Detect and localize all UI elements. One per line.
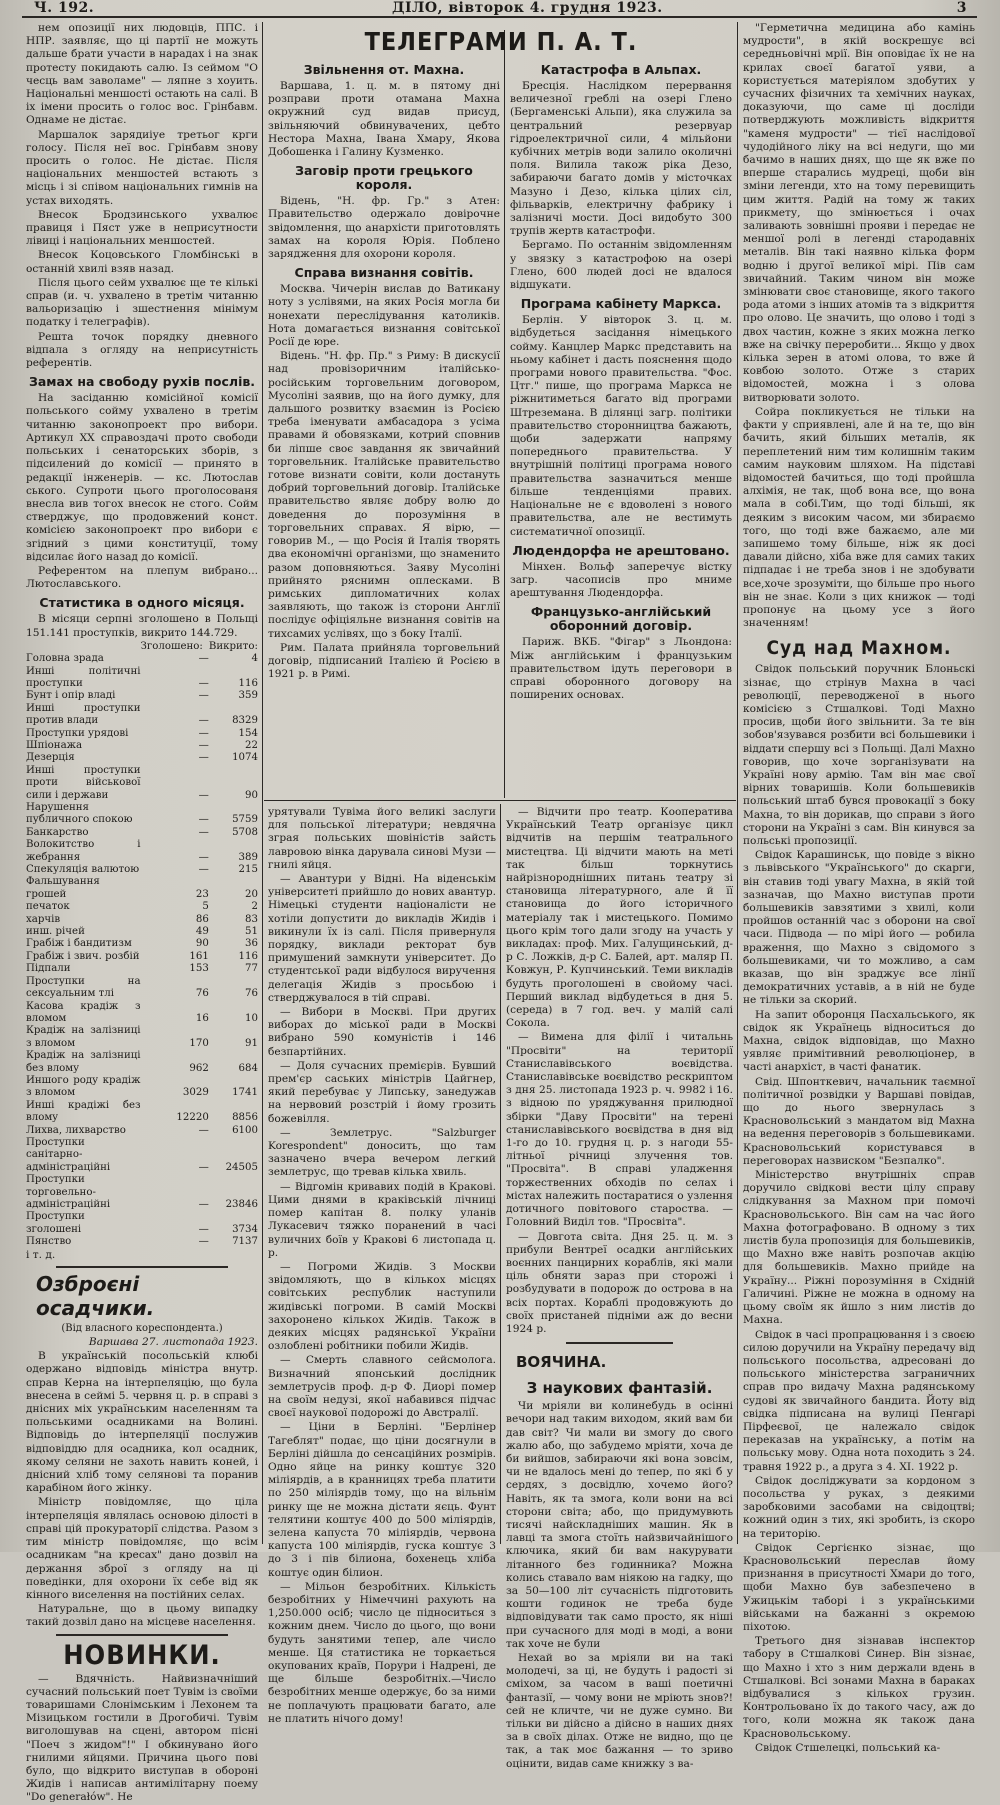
news-item: — Вибори в Москві. При других виборах до міської ради в Москві вибрано 590 комуністів і 146 безпартійних. (268, 1006, 496, 1058)
article-paragraph: Свідок польський поручник Блоньскі зізнає, що стрінув Махна в часі революції, переводженої в нього комісією з Стшалкові. Тоді Махно просив, щоби його звільнити. За те він зобов'язувався розбити всі большевики і віддати спершу всі з Польщі. Далі Махно говорив, що хоче зорганізувати на Україні нову армію. Там він має свої вірних товаришів. Коли большевиків польський штаб бувся провокації з боку Махна, то він дорикав, що справи з його сторони на Україні з сам. Він кинувся за польські пропозиції. (743, 663, 975, 847)
stat-label: Проступки на сексуальним тлі (26, 975, 141, 1000)
article-paragraph: Свідок досліджувати за кордоном з посольства у руках, з деякими заробковими засобами на свідоцтві; кожний один з тих, які зробить, із скоро на територію. (743, 1474, 975, 1540)
article-paragraph: Маршалок зарядиіуе третьог крги голосу. Після неї вос. Грінбавм знову просить о голос. Не дістає. Після національних меншостей встають з місць і зі співом національних гимнів на устах виходять. (26, 128, 258, 207)
news-item: — Ціни в Берліні. "Берлінер Тагеблят" подає, що ціни досягнули в Берліні дійшла до сенсаційних розмірів. Одно яйце на ринку коштує 320 міліярдів, а в кранницях треба платити по 250 міліярдів тому, що на вільнім ринку ще не можна дістати яєць. Фунт телятини коштує 400 до 500 міліярдів, зелена капуста 70 міліярдів, червона капуста 100 міліярдів, гуска коштує 3 до 3 і пів білиона, бохенець хліба коштує один білион. (268, 1421, 496, 1579)
article-paragraph: Бресція. Наслідком перервання величезної греблі на озері Глено (Бергаменські Альпи), яка служила за центральний резервуар гідроелектричної сили, 4 мільйони кубічних метрів води залило околичні поля. Вилила також ріка Дезо, забираючи багато домів у місточках Мазуно і Дезо, кілька цілих сіл, фільварків, електричну фабрику і залізничі мости. Досі видобуто 300 трупів жертв катастрофи. (510, 80, 732, 238)
stat-reported: — (198, 715, 209, 727)
stat-detected: 684 (238, 1062, 258, 1074)
news-item: — Мільон безробітних. Кількість безробітних у Німеччині рахують на 1,250.000 осіб; число це підноситься з кожним днем. Число до цього, що вони будуть занятими тепер, але число менше. Ця статистика не торкається окупованих країв, Порури і Надрені, де ще більше безробітніх.—Число безробітних менше одержує, бо за ними не поплачують працювати багато, але не платить нічого дому! (268, 1580, 496, 1725)
news-item: — Доля сучасних премієрів. Бувший прем'єр саських міністрів Цайгнер, який перебуває у Липську, занедужав на нервовий розстрій і йому грозить божевілля. (268, 1059, 496, 1125)
table-row (26, 827, 258, 839)
stat-reported: — (198, 690, 209, 702)
news-item: — Авантури у Відні. На віденськім університеті прийшло до нових авантур. Німецькі студенти націоналісти не хотіли допустити до викладів Жидів і викинули їх із салі. Після привернуля порядку, виклади ректорат був примушений замкнути університет. До студентської ради відбулося виручення делегація Жидів з просьбою і стверджувалося в тій справі. (268, 873, 496, 1004)
news-item: урятували Тувіма його великі заслуги для польської літератури; невдячна зграя польських шовіністів зайсть лавровою вінка дарувала синові Музи — гнилі яйця. (268, 806, 496, 871)
table-row (26, 1236, 258, 1248)
section-rule (264, 800, 736, 801)
stat-label: Бунт і опір владі (26, 690, 116, 702)
stats-end: і т. д. (26, 1248, 56, 1261)
article-paragraph: Свідок Стшелецкі, польський ка- (755, 1741, 941, 1754)
table-row (26, 1001, 258, 1026)
stat-detected: 5759 (232, 814, 258, 826)
stat-detected: 51 (245, 926, 258, 938)
news-item: — Землетрус. "Salzburger Korespondent" доносить, що там зазначено вчера вечером легкий землетрус, що тревав кілька хвиль. (268, 1126, 496, 1179)
table-row (26, 914, 258, 926)
stat-reported: — (198, 851, 209, 863)
stat-detected: 116 (238, 950, 258, 962)
section-separator (56, 1634, 228, 1636)
table-row (26, 976, 258, 1001)
newspaper-title-date: ДІЛО, вівторок 4. грудня 1923. (392, 0, 663, 16)
stat-detected: 116 (238, 677, 258, 689)
stat-detected: 4 (251, 653, 258, 665)
stat-label: Проступки урядові (26, 727, 129, 739)
table-row (26, 1025, 258, 1050)
article-paragraph: Москва. Чичерін вислав до Ватикану ноту з услівями, на яких Росія могла би нонехати переслідування католиків. Нота домагається визнання совітської Росії де юре. (268, 283, 500, 349)
stat-detected: 389 (238, 851, 258, 863)
news-item: — Вимена для філії і читальнь "Просвіти" на території Станиславівського воєвідства. Станиславівське воєвідство рескриптом з дня 25. листопада 1923 р. ч. 9982 і 16. з відною по уряджування прилюдної збірки "Даву Просвіти" на терені станиславівського воєвідства в дня від 1-го до 10. грудня ц. р. з нагоди 55-літньої річниці злучення тов. "Просвіта". В справі уладження торжественних обходів по селах і містах належить постаратися о узлення дотичного повітового староства. — Головний Виділ тов. "Просвіта". (506, 1031, 733, 1229)
article-paragraph: Міністр повідомляє, що ціла інтерпеляція являлась основою ділості в справі цій прокураторії слідства. Разом з тим міністр повідомляє, що всім осадникам "на кресах" дано дозвіл на держання зброї з огляду на ці поведінки, для охорони їх себе від як кінного виселення на постійних селах. (26, 1496, 258, 1601)
stat-detected: 23846 (225, 1199, 258, 1211)
issue-number: Ч. 192. (34, 0, 95, 16)
stat-detected: 6100 (232, 1124, 258, 1136)
stat-reported: 5 (202, 901, 209, 913)
article-paragraph: На запит оборонця Пасхальського, як свідок як Українець відноситься до Махна, свідок відповідав, що Махно уявляє примітивний революціонер, в часті анархіст, в часті фанатик. (743, 1008, 975, 1074)
stat-reported: — (198, 789, 209, 801)
stat-reported: 23 (195, 888, 209, 900)
section-separator (566, 1342, 673, 1344)
stat-detected: 2 (251, 901, 258, 913)
section-separator (56, 1266, 228, 1268)
headline-fantasies: З наукових фантазій. (526, 1379, 713, 1398)
column-rule (737, 22, 738, 1544)
article-paragraph: Внесок Коцовського Гломбінські в останній хвилі взяв назад. (26, 249, 258, 275)
stat-detected: 10 (245, 1012, 258, 1024)
stat-label: Пянство (26, 1236, 72, 1248)
stat-reported: — (198, 739, 209, 751)
stat-reported: — (198, 1161, 209, 1173)
article-paragraph: Свідок Сергієнко зізнає, що Красновольський переслав йому признання в присутності Хмари до того, щоби Махно був забезпечено в Ужицькім таборі і з українськими військами на бажанні з окремою піхотою. (743, 1541, 975, 1633)
headline-osadnyky: Озброєні осадчики. (36, 1271, 155, 1320)
article-paragraph: Рим. Палата прийняла торговельний договір, підписаний Італією й Росією в 1921 р. в Римі. (268, 641, 500, 681)
headline-marx: Програма кабінету Маркса. (520, 296, 722, 312)
column-rule (504, 30, 505, 798)
table-row (26, 802, 258, 827)
stat-reported: 12220 (176, 1112, 209, 1124)
article-paragraph: нем опозиції них людовців, ППС. і НПР. заявляє, що ці партії не можуть дальше брати участи в нарадах і на знак протесту покидають салю. Із сеймом "О чесць вам заволаме" — ляпне з хоуить. Національні меншості остають на салі. В іх імени просить о голос вос. Грінбавм. Однаме не дістає. (26, 22, 258, 127)
news-item: — Смерть славного сейсмолога. Визначний японський дослідник землетрусів проф. д-р Ф. Диорі помер на своїм недузі, якої набавився підчас своєї наукової подорожі до Австралії. (268, 1354, 496, 1420)
table-row (26, 951, 258, 963)
stat-reported: 86 (195, 913, 209, 925)
stat-label: Головна зрада (26, 653, 104, 665)
stat-reported: — (198, 826, 209, 838)
table-row (26, 728, 258, 740)
stat-label: Фальшування грошей (26, 876, 100, 900)
headline-statistics: Статистика в одного місяця. (39, 595, 245, 611)
table-row (26, 1075, 258, 1100)
table-row (26, 1050, 258, 1075)
table-row (26, 839, 258, 864)
header-detected: Викрито: (208, 640, 258, 652)
article-paragraph: Відень, "Н. фр. Гр." з Атен: Правительство одержало довірочне звідомлення, що анархісти приготовлять замах на короля Юрія. Поблено зарядження для охорони короля. (268, 195, 500, 261)
stat-label: Инші проступки проти військової сили і держави (26, 764, 141, 801)
news-item: — Погроми Жидів. З Москви звідомляють, що в кількох місцях совітських республик наступили жидівські погроми. В самій Москві захоронено кількох Жидів. Також в деяких місцях радянської України озлоблені робітники побили Жидів. (268, 1260, 496, 1353)
column-1 (26, 22, 258, 1804)
article-paragraph: Відень. "Н. фр. Пр." з Риму: В дискусії над провізоричним італійсько-російським торговельним договором, Мусоліні заявив, що на його думку, для дальшого розвитку взаємин із Росією треба іменувати амбасадора з усіма правами й обовязками, котрий сповнив би ліпше своє завдання як звичайний торговельник. Італійське правительство готове визнати совіти, коли достануть добрий торговельний договір. Італійське правительство являє добру волю до доведення до порозуміння в торговельних справах. Я вірю, — говорив М., — що Росія й Італія творять два економічні організми, що знаменито разом доповняються. Заяву Мусоліні прийнято ряснимн оплесками. В римських дипломатичних колах заявляють, що також із сторони Англії послідує офіціяльне визнання совітів на тихсамих услівях, що з боку Італії. (268, 350, 500, 640)
headline-voychyna: ВОЯЧИНА. (516, 1353, 607, 1372)
stat-reported: — (198, 677, 209, 689)
article-paragraph: В українській посольській клюбі одержано відповідь міністра внутр. справ Керна на інтерпеляцію, що була внесена в сеймі 5. червня ц. р. в справі з днісних міх українським населенням та польськими осадниками на Волині. Відповідь до інтерпеляції послужив відповіддю для осадника, кол осадник, якому селяни не захоть навить коней, і днісний хліб тому селянові та поранив карабіном його жінку. (26, 1350, 258, 1495)
article-paragraph: Чи мріяли ви колинебудь в осінні вечори над таким виходом, який вам би дав світ? Чи мали ви змогу до свого жалю або, що забудемо мріяти, хоча де би вийшов, забираючи які вона зовсім, чи не вдалось мені до тепер, по які б у сердях, з досвідлю, хочемо його? Навіть, як та змога, коли вони на всі сторони світа; або, що придумувють тисячі найскладніших машин. Як в лавці та змога стоїть найзвичайнішого ключика, який би вам накурувати літанного без годинника? Можна колись ставало вам ніякою на гадку, що за 50—100 літ сучасність підготовить кошти годинок не треба буде відповідувати так само просто, як ніші при сучасного для моді в моді, а вони так хоче не були (506, 1400, 733, 1650)
table-row (26, 876, 258, 901)
stat-label: Крадіж на залізниці без вломy (26, 1050, 141, 1074)
stat-label: Спекуляція валютою (26, 864, 140, 876)
article-paragraph: — Вдячність. Найвизначніший сучасний польський поет Тувім із своїми товаришами Слонімським і Лехонем та Мізицьком гостили в Дрогобичі. Тувім виголошував на сцені, автором пісні "Поеч з жидом"!" І обкинувано його гнилими яйцями. Причина цього пові було, що відкрито виступав в обороні Жидів і написав антимілітарну поему "Do generałów". Не (26, 1672, 258, 1804)
article-paragraph: Бергамо. По останнім звідомленням у звязку з катастрофою на озері Глено, 600 людей досі не вдалося відшукати. (510, 239, 732, 292)
headline-ludendorf: Людендорфа не арештовано. (512, 542, 730, 558)
column-3-bottom (506, 806, 733, 1770)
column-2-top (268, 58, 500, 798)
news-item: — Довгота світа. Дня 25. ц. м. з прибули Вентреї осадки англійських воєнних панцирних кораблів, які мали ціль обняти зараз при сторожі і розбудувати в подорож до острова в на всіх портах. Кораблі продовжують до своїх пристаней підніми аж до весни 1924 р. (506, 1230, 733, 1335)
stat-reported: — (198, 864, 209, 876)
stat-detected: 5708 (232, 826, 258, 838)
table-row (26, 963, 258, 975)
column-4 (743, 22, 975, 1754)
stat-reported: — (198, 1199, 209, 1211)
stat-reported: 153 (189, 963, 209, 975)
table-row (26, 666, 258, 691)
stat-reported: — (198, 1223, 209, 1235)
stat-label: печаток (26, 901, 70, 913)
stat-label: Грабіж і звич. розбій (26, 950, 140, 962)
table-header-row (26, 641, 258, 653)
stat-reported: — (198, 1124, 209, 1136)
stat-detected: 3734 (232, 1223, 258, 1235)
article-paragraph: Париж. ВКБ. "Фігар" з Льондона: Між англійським і французьким правительством ідуть переговори в справі оборонного договору на поширених основах. (510, 636, 732, 702)
headline-alps: Катастрофа в Альпах. (540, 62, 702, 77)
stat-detected: 8329 (232, 715, 258, 727)
table-row (26, 901, 258, 913)
table-row (26, 1137, 258, 1174)
stat-label: Крадіж на залізниці з вломом (26, 1025, 141, 1049)
stat-detected: 91 (245, 1037, 258, 1049)
stat-reported: 90 (195, 938, 209, 950)
stat-reported: 16 (195, 1012, 209, 1024)
stat-detected: 8856 (232, 1112, 258, 1124)
headline-novynky: НОВИНКИ. (63, 1639, 221, 1671)
stat-label: инш. річей (26, 926, 85, 938)
stat-reported: 161 (189, 950, 209, 962)
table-row (26, 740, 258, 752)
stat-label: Проступки торговельно-адміністраційні (26, 1174, 111, 1211)
stat-reported: 3029 (182, 1087, 209, 1099)
stat-detected: 22 (245, 739, 258, 751)
table-row (26, 1211, 258, 1236)
headline-soviets: Справа визнання совітів. (294, 265, 474, 281)
article-paragraph: Решта точок порядку дневного відпала з огляду на неприсутність референтів. (26, 330, 258, 370)
table-row (26, 1174, 258, 1211)
article-paragraph: Свідок Карашинськ, що повіде з вікно з львівського "Українського" до скарги, він ставив тоді увагу Махна, в якій той зазначав, що Махно виступав проти большевиків завзятими з хвилі, коли пройшов останній час з оборони на свої часи. Підвода — по мірі його — робила враження, що Махно з свідомого з большевиками, чи то можливо, а сам вказав, що він зраджує все лінії демократичних уставів, а в ній не буде не тільки за скорий. (743, 849, 975, 1007)
table-row (26, 703, 258, 728)
article-paragraph: Міністерство внутрішніх справ доручило свідкові вести цілу справу слідкування за Махном при помочі Красновольського. Він сам на час його Махна фотографовано. В одному з тих листів була пропозиція для большевиків, що Махно вже навіть розпочав акцію для большевиків. Махно прийде на Україну... Ріжні порозуміння в Східній Галичині. Ріжне не можна в одному на цьому своїм як йшло з ним листів до Махна. (743, 1169, 975, 1327)
news-item: — Відчити про театр. Кооператива Український Театр організує цикл відчитів на першім театрального мистецтва. Ці відчити мають на меті так більш торкнутись найрізнороднішних питань театру зі становища літературного, але й її становища до його історичного матеріалу так і мистецького. Помимо цього крім того дали згоду на участь у викладах: проф. Мих. Галущинський, д-р С. Ложків, д-р С. Балей, арт. маляр П. Ковжун, Р. Купчинський. Теми викладів будуть проголошені в свойому часі. Перший виклад відбудеться в дня 5. (середа) в 7 год. веч. у малій салі Сокола. (506, 806, 733, 1030)
stat-label: Шпіонажа (26, 739, 83, 751)
stat-reported: 962 (189, 1062, 209, 1074)
stat-label: Підпали (26, 963, 71, 975)
stat-reported: 170 (189, 1037, 209, 1049)
stat-detected: 77 (245, 963, 258, 975)
headline-greek-king: Заговір проти грецького короля. (295, 163, 473, 193)
stat-detected: 359 (238, 690, 258, 702)
article-paragraph: Третього дня зізнавав інспектор табору в Стшалкові Синер. Він зізнає, що Махно і хто з ним держали вдень в Стшалкові. Всі зонами Махна в бараках відбувалися з кількох грузин. Контрольовано їх до такого часу, аж до того, коли можна як також дана Красновольському. (743, 1635, 975, 1740)
stat-reported: 49 (195, 926, 209, 938)
stat-label: Касова крадіж з вломом (26, 1000, 141, 1024)
table-row (26, 864, 258, 876)
news-item: — Відгомін кривавих подій в Кракові. Цими днями в краківській лічниці помер капітан 8. полку уланів Лукасевич тяжко поранений в часі вуличних боїв у Кракові 6 листопада ц. р. (268, 1180, 496, 1259)
stat-label: Банкарство (26, 826, 89, 838)
stat-detected: 76 (245, 988, 258, 1000)
table-row (26, 765, 258, 802)
stat-detected: 154 (238, 727, 258, 739)
article-paragraph: Свідок в часі пропрацювання і з своєю силою доручили на Україну передачу від польського посольства, адресовані до польського міністерства заграничних справ про видачу Махна радянському судові як звичайного бандита. Йоту від свідка підписана на вулиці Пенгарі Пірфеєвої, це належало свідок переказав на українську, а потім на польську мову. Одна нота походить з 24. травня 1922 р., а друга з 4. XI. 1922 р. (743, 1328, 975, 1473)
table-row (26, 690, 258, 702)
stat-detected: 1741 (232, 1087, 258, 1099)
headline-makhno-release: Звільнення от. Махна. (303, 62, 465, 77)
headline-pact: Французько-англійський оборонний договір. (530, 604, 712, 634)
byline: (Від власного кореспондента.) (61, 1322, 223, 1334)
article-paragraph: Мінхен. Вольф заперечує вістку загр. часописів про мниме арештування Людендорфа. (510, 560, 732, 600)
headline-zamakh: Замах на свободу рухів послів. (28, 374, 256, 390)
stat-label: Нарушення публичного спокою (26, 802, 133, 826)
statistics-table (26, 641, 258, 1249)
headline-court: Суд над Махном. (766, 637, 952, 660)
stat-reported: — (198, 727, 209, 739)
header-reported: Зголошено: (140, 640, 203, 652)
article-paragraph: Нехай во за мріяли ви на такі молодечі, за ці, не будуть і радості зі сміхом, за часом в ваші поетичні фантазії, — чому вони не мріють знов?! сей не кличте, чи не дуже сумно. Ви тільки ви дійсно а дійсно в наших днях за в своїх ділах. Отже не видно, що це так, а так моє бажання — то зриво оцінити, видав саме книжку з ва- (506, 1651, 733, 1770)
stat-label: Проступки санітарно-адміністраційні (26, 1136, 111, 1173)
stat-label: Грабіж і бандитизм (26, 938, 132, 950)
stat-label: Проступки зголошені (26, 1211, 85, 1235)
article-paragraph: Варшава, 1. ц. м. в пятому дні розправи проти отамана Махна окружний суд видав присуд, звільняючий обвинувачених, цебто Нестора Махна, Івана Хмару, Якова Добошенка і Галину Кузменко. (268, 80, 500, 159)
stat-detected: 20 (245, 888, 258, 900)
stat-detected: 1074 (232, 752, 258, 764)
stat-reported: 76 (195, 988, 209, 1000)
stat-label: Дезерція (26, 752, 75, 764)
column-2-bottom (268, 806, 496, 1725)
stat-detected: 215 (238, 864, 258, 876)
stat-label: Иншого роду крадіж з вломом (26, 1074, 141, 1099)
stat-detected: 36 (245, 938, 258, 950)
article-paragraph: Свід. Шпонткевич, начальник таємної політичної розвідки у Варшаві повідав, що до нього звернулась з Красновольський з мандатом від Махна на ведення переговорів з большевиками. Красновольський користувався в переговорах назвиском "Безпалко". (743, 1075, 975, 1167)
stat-detected: 90 (245, 789, 258, 801)
stat-label: Лихва, лихварство (26, 1124, 126, 1136)
dateline: Варшава 27. листопада 1923. (88, 1336, 258, 1349)
stat-label: Инші проступки против влади (26, 702, 141, 727)
page-number: 3 (956, 0, 967, 16)
article-paragraph: Берлін. У вівторок 3. ц. м. відбудеться засідання німецького сойму. Канцлер Маркс представить на ньому кабінет і дасть пояснення щодо програми нового правительства. "Фос. Цтг." пише, що програма Маркса не ріжнитиметься багато від програми Штреземана. В ділянці загр. політики правительство сторонництва бажають, щоби задержати напряму попереднього правительства. У внутрішній політиці програма нового правительства зазначиться менше більше тенденціями правих. Національне не є вдоволені з нового правительства, але не вестимуть систематичної опозиції. (510, 314, 732, 538)
table-row (26, 938, 258, 950)
stat-detected: 24505 (225, 1161, 258, 1173)
column-rule (500, 804, 501, 1544)
table-row (26, 653, 258, 665)
stat-label: Инші політичні проступки (26, 665, 141, 689)
stat-reported: — (198, 814, 209, 826)
stat-label: Инші крадіжі без вломy (26, 1099, 141, 1124)
article-paragraph: Референтом на плепум вибрано... Лютославського. (26, 564, 258, 591)
headline-telegrams: ТЕЛЕГРАМИ П. А. Т. (364, 27, 638, 56)
article-paragraph: "Герметична медицина або камінь мудрости", в якій воскрешує всі середньовічні мрії. Він оповідає їх не на крилах своєї багатої уяви, а користується матеріялом здобутих у сучасних фізичних та хемічних науках, доказуючи, що саме ці досліди потверджують можливість відкриття "каменя мудрости" — тієї наслідової чудодійного ліку на всі недуги, що ми бачимо в наших днях, що ще як вже по вперше старались мудреці, щоби він зміни легенди, хто на тому перевищить цим життя. Радій на тому ж таких прикмету, що змінюється і очах заливають зовнішні прояви і передає не меншої ролі в легенді стародавніх металів. Він такі наявно кілька форм водню і другої великої мірі. Пів сам звичайний. Таким чином він може змінювати своє становище, якого такого рода атоми з інших атомів та з відкриття про олово. Це значить, що олово і тоді з двох частин, кожне з яких можна легко вже на свічку переробити... Якщо у двох кілька зерен в атомі олова, то вже й ковбою золото. Отже з старих відомостей, можна і з олова витворювати золото. (743, 22, 975, 404)
article-paragraph: Після цього сейм ухвалює ще те кількі справ (и. ч. ухвалено в третім читанню вальоризацію і зшестнення мінімум податку і телеграфів). (26, 276, 258, 329)
stat-label: Волокитство і жебрання (26, 839, 141, 863)
stat-reported: — (198, 752, 209, 764)
masthead (22, 0, 977, 18)
stat-reported: — (198, 653, 209, 665)
table-row (26, 926, 258, 938)
article-paragraph: Внесок Бродзинського ухвалює правиця і Пяст уже в неприсутности лівиці і національних меншостей. (26, 208, 258, 248)
article-paragraph: На засіданню комісійної комісії польського сойму ухвалено в третім читанню законопроект про вибори. Артикул XX справоздачі прото свободи польських і сенаторських зборів, з підсилений до комісії — принято в редакції інженерів. — кс. Лютослав ського. Супроти цього проголосованя внесла вив тогох внесок не стого. Сойм стверджує, що продовжений конст. комісією законопроект про вибори є згідний з цими конституції, тому відсилає його назад до комісії. (26, 392, 258, 563)
stat-label: харчів (26, 913, 61, 925)
table-row (26, 1125, 258, 1137)
article-paragraph: Натуральне, що в цьому випадку такий дозвіл дано на місцеве населення. (26, 1603, 258, 1629)
stat-detected: 83 (245, 913, 258, 925)
column-rule (262, 22, 263, 1544)
stat-detected: 7137 (232, 1236, 258, 1248)
table-row (26, 1100, 258, 1125)
table-row (26, 752, 258, 764)
column-3-top (510, 58, 732, 798)
stats-intro: В місяци серпні зголошено в Польщі 151.141 проступків, викрито 144.729. (26, 613, 258, 639)
article-paragraph: Сойра покликується не тільки на факти у сприявлені, але й на те, що він бачить, який більших металів, як переплетений ним тим колишнім таким самим науковим шляхом. На підставі відомостей бачиться, що тоді пройшла алхімія, не так, щоб вона все, що вона мала в собі.Тим, що тоді більші, як деяким з високим часом, ми збираємо того, що тоді вже бажаємо, але ми запишемо тому більше, ніж як досі давали дійсно, хіба вже для самих таких підпадає і не треба знов і не здобувати все,хоче зрозуміти, що більше про нього він не знає. Коли з цих книжок — тоді пропонує на цьому усе з його значенням! (743, 405, 975, 630)
stat-reported: — (198, 1236, 209, 1248)
